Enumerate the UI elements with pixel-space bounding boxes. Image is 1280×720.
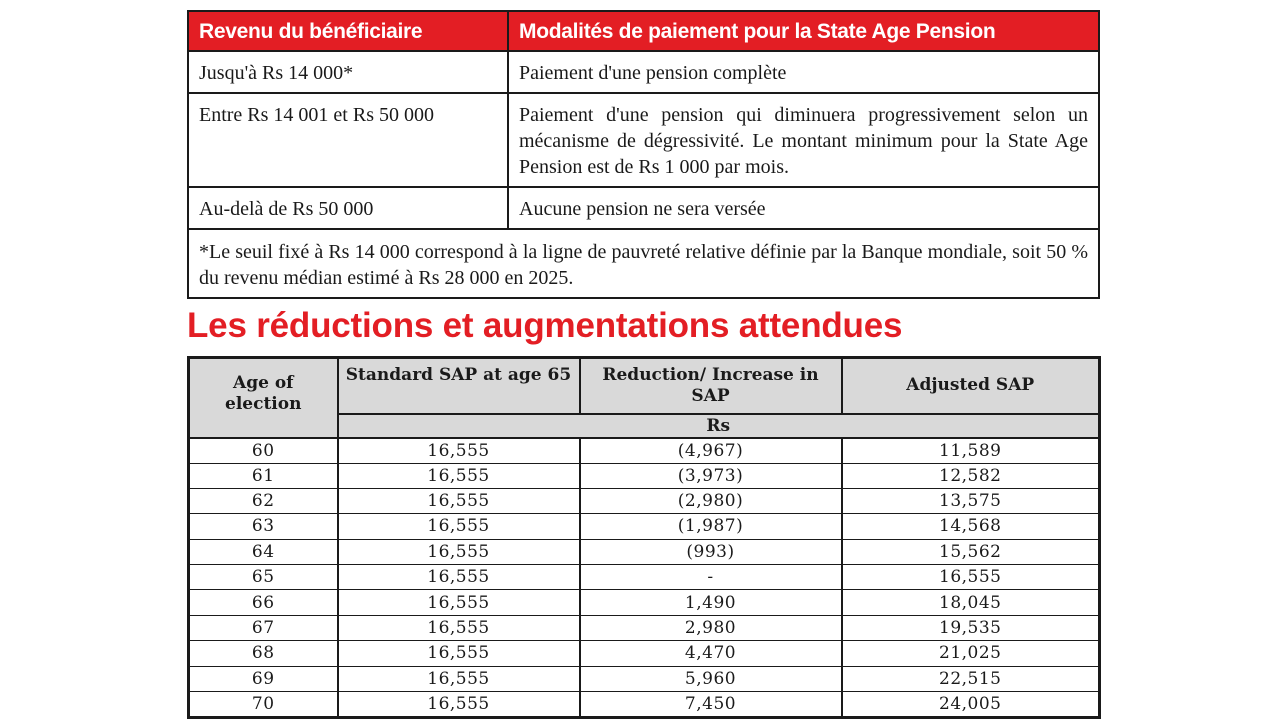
age-cell: 60 xyxy=(189,438,338,464)
table-row xyxy=(189,565,1100,590)
reduction-increase-cell: (2,980) xyxy=(580,488,842,513)
adjusted-sap-cell: 11,589 xyxy=(842,438,1100,464)
age-cell: 61 xyxy=(189,463,338,488)
standard-sap-cell: 16,555 xyxy=(338,590,580,615)
reduction-increase-cell: - xyxy=(580,565,842,590)
income-cell: Jusqu'à Rs 14 000* xyxy=(188,51,508,93)
standard-sap-cell: 16,555 xyxy=(338,488,580,513)
reduction-increase-cell: 2,980 xyxy=(580,615,842,640)
standard-sap-cell: 16,555 xyxy=(338,514,580,539)
payment-header: Modalités de paiement pour la State Age Pension xyxy=(508,11,1099,51)
table-row xyxy=(188,187,1099,229)
table-row xyxy=(189,641,1100,666)
standard-sap-cell: 16,555 xyxy=(338,539,580,564)
currency-unit: Rs xyxy=(338,414,1100,438)
table-row xyxy=(189,488,1100,513)
standard-sap-cell: 16,555 xyxy=(338,666,580,691)
adjusted-sap-cell: 19,535 xyxy=(842,615,1100,640)
age-cell: 67 xyxy=(189,615,338,640)
standard-sap-cell: 16,555 xyxy=(338,438,580,464)
reduction-increase-cell: (993) xyxy=(580,539,842,564)
section-title: Les réductions et augmentations attendues xyxy=(187,306,903,345)
age-cell: 65 xyxy=(189,565,338,590)
reduction-increase-cell: (4,967) xyxy=(580,438,842,464)
standard-sap-header: Standard SAP at age 65 xyxy=(338,358,580,414)
table-row xyxy=(189,692,1100,718)
footnote: *Le seuil fixé à Rs 14 000 correspond à la ligne de pauvreté relative définie par la Banque mondiale, soit 50 % du revenu médian estimé à Rs 28 000 en 2025. xyxy=(188,229,1099,298)
age-cell: 68 xyxy=(189,641,338,666)
reduction-increase-cell: 7,450 xyxy=(580,692,842,718)
table-row xyxy=(189,666,1100,691)
adjusted-sap-header: Adjusted SAP xyxy=(842,358,1100,414)
adjusted-sap-cell: 21,025 xyxy=(842,641,1100,666)
payment-cell: Paiement d'une pension qui diminuera progressivement selon un mécanisme de dégressivité. Le montant minimum pour la State Age Pension est de Rs 1 000 par mois. xyxy=(508,93,1099,187)
standard-sap-cell: 16,555 xyxy=(338,615,580,640)
reduction-increase-cell: 4,470 xyxy=(580,641,842,666)
standard-sap-cell: 16,555 xyxy=(338,565,580,590)
adjusted-sap-cell: 15,562 xyxy=(842,539,1100,564)
reduction-increase-cell: (3,973) xyxy=(580,463,842,488)
standard-sap-cell: 16,555 xyxy=(338,692,580,718)
income-cell: Entre Rs 14 001 et Rs 50 000 xyxy=(188,93,508,187)
footnote-row xyxy=(188,229,1099,298)
sap-table-body xyxy=(189,438,1100,718)
sap-table-header-row xyxy=(189,358,1100,414)
income-cell: Au-delà de Rs 50 000 xyxy=(188,187,508,229)
table-row xyxy=(189,539,1100,564)
income-table-header-row xyxy=(188,11,1099,51)
adjusted-sap-cell: 24,005 xyxy=(842,692,1100,718)
payment-cell: Paiement d'une pension complète xyxy=(508,51,1099,93)
adjusted-sap-cell: 22,515 xyxy=(842,666,1100,691)
table-row xyxy=(188,93,1099,187)
income-payment-table xyxy=(187,10,1100,299)
table-row xyxy=(189,463,1100,488)
table-row xyxy=(188,51,1099,93)
adjusted-sap-cell: 16,555 xyxy=(842,565,1100,590)
adjusted-sap-cell: 13,575 xyxy=(842,488,1100,513)
table-row xyxy=(189,514,1100,539)
table-row xyxy=(189,615,1100,640)
reduction-increase-cell: 1,490 xyxy=(580,590,842,615)
reduction-increase-header: Reduction/ Increase in SAP xyxy=(580,358,842,414)
table-row xyxy=(189,590,1100,615)
standard-sap-cell: 16,555 xyxy=(338,641,580,666)
adjusted-sap-cell: 12,582 xyxy=(842,463,1100,488)
standard-sap-cell: 16,555 xyxy=(338,463,580,488)
age-cell: 62 xyxy=(189,488,338,513)
adjusted-sap-cell: 14,568 xyxy=(842,514,1100,539)
age-cell: 64 xyxy=(189,539,338,564)
table-row xyxy=(189,438,1100,464)
reduction-increase-cell: (1,987) xyxy=(580,514,842,539)
age-cell: 63 xyxy=(189,514,338,539)
age-of-election-header: Age of election xyxy=(189,358,338,438)
payment-cell: Aucune pension ne sera versée xyxy=(508,187,1099,229)
age-cell: 69 xyxy=(189,666,338,691)
age-cell: 70 xyxy=(189,692,338,718)
income-header: Revenu du bénéficiaire xyxy=(188,11,508,51)
reduction-increase-cell: 5,960 xyxy=(580,666,842,691)
age-cell: 66 xyxy=(189,590,338,615)
sap-adjustment-table xyxy=(187,356,1101,719)
adjusted-sap-cell: 18,045 xyxy=(842,590,1100,615)
